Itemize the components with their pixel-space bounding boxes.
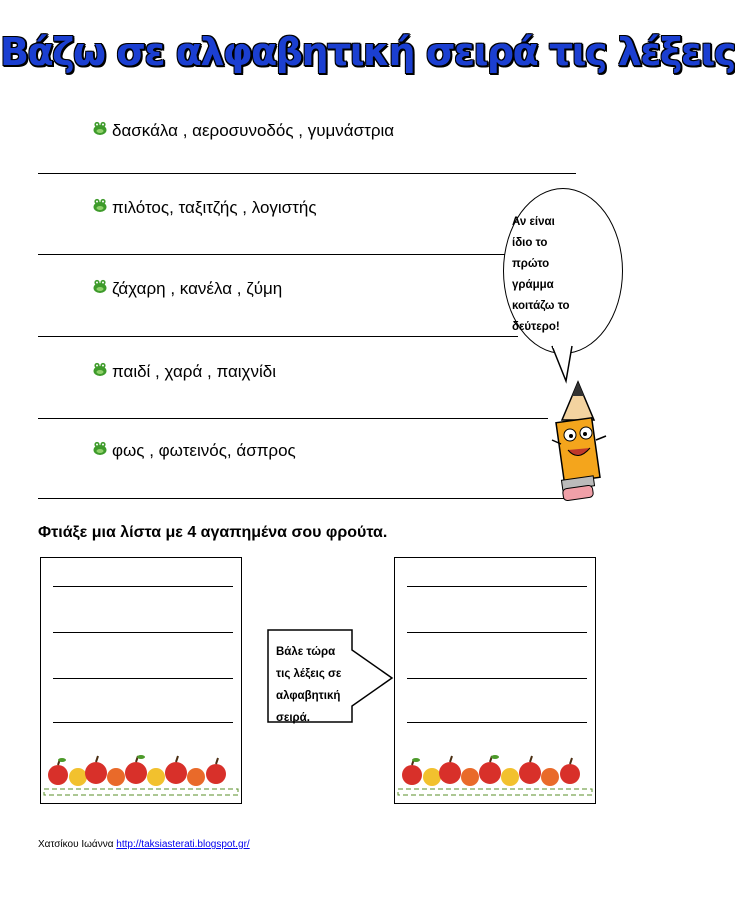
word-group-text: πιλότος, ταξιτζής , λογιστής [112, 198, 317, 217]
apples-border-icon [44, 751, 238, 799]
answer-line-5[interactable] [38, 498, 568, 499]
frog-icon [92, 278, 108, 294]
word-group-5 [92, 438, 296, 464]
sorted-line-2[interactable] [407, 632, 587, 633]
answer-line-1[interactable] [38, 173, 576, 174]
word-group-3 [92, 276, 282, 302]
speech-bubble-tail [548, 345, 578, 385]
apples-border-icon [398, 751, 592, 799]
answer-line-4[interactable] [38, 418, 548, 419]
footer [38, 839, 250, 850]
fruit-line-4[interactable] [53, 722, 233, 723]
word-group-4 [92, 359, 276, 385]
word-group-1 [92, 118, 394, 144]
frog-icon [92, 440, 108, 456]
word-group-text: φως , φωτεινός, άσπρος [112, 441, 296, 460]
sorted-line-1[interactable] [407, 586, 587, 587]
fruit-list-box [40, 557, 242, 804]
frog-icon [92, 197, 108, 213]
fruit-task-heading: Φτιάξε μια λίστα με 4 αγαπημένα σου φρούτα. [38, 524, 388, 541]
blog-link[interactable]: http://taksiasterati.blogspot.gr/ [116, 839, 250, 850]
fruit-line-2[interactable] [53, 632, 233, 633]
pencil-character-icon [548, 380, 610, 505]
fruit-line-3[interactable] [53, 678, 233, 679]
fruit-line-1[interactable] [53, 586, 233, 587]
sorted-line-4[interactable] [407, 722, 587, 723]
alphabetical-list-box [394, 557, 596, 804]
page-title: Βάζω σε αλφαβητική σειρά τις λέξεις [0, 30, 735, 74]
answer-line-2[interactable] [38, 254, 508, 255]
arrow-instruction: Βάλε τώρα τις λέξεις σε αλφαβητική σειρά. [276, 646, 342, 724]
author-name: Χατσίκου Ιωάννα [38, 839, 114, 850]
tip-text: Αν είναι ίδιο το πρώτο γράμμα κοιτάζω το δεύτερο! [512, 216, 570, 333]
answer-line-3[interactable] [38, 336, 518, 337]
frog-icon [92, 361, 108, 377]
sorted-line-3[interactable] [407, 678, 587, 679]
word-group-text: παιδί , χαρά , παιχνίδι [112, 362, 276, 381]
word-group-text: δασκάλα , αεροσυνοδός , γυμνάστρια [112, 121, 395, 140]
frog-icon [92, 120, 108, 136]
word-group-2 [92, 195, 317, 221]
word-group-text: ζάχαρη , κανέλα , ζύμη [112, 279, 283, 298]
